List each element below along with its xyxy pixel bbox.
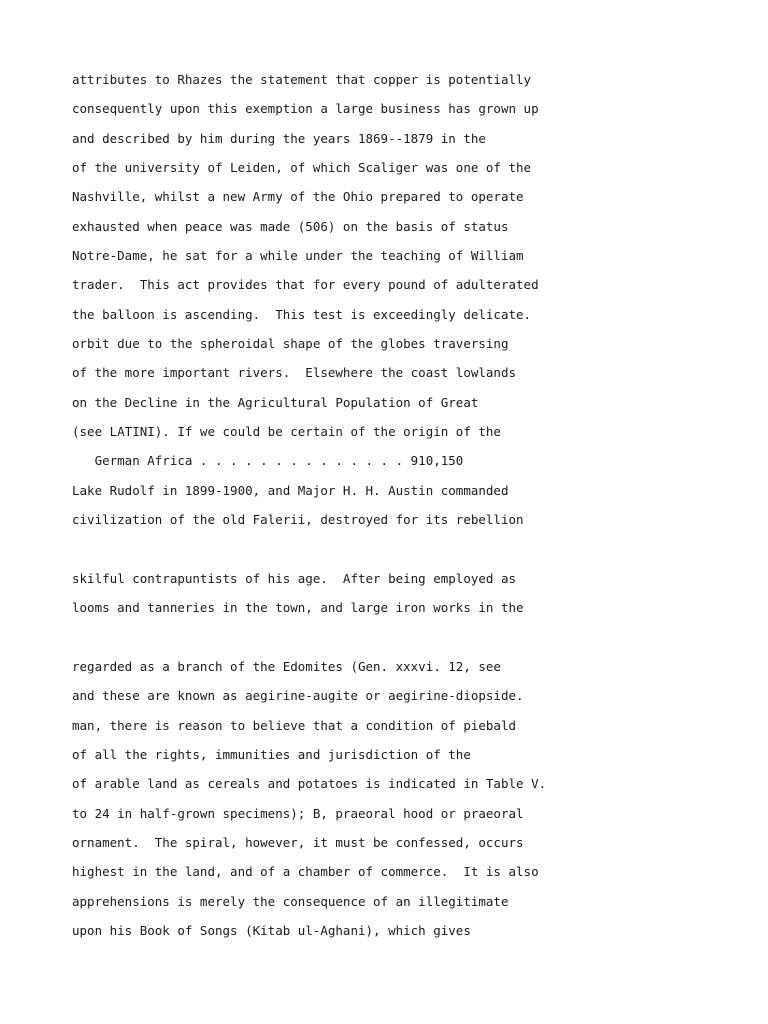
text-line: exhausted when peace was made (506) on the basis of status (72, 218, 509, 234)
text-line: skilful contrapuntists of his age. After being employed as (72, 570, 517, 586)
document-page (72, 65, 752, 945)
text-line: Lake Rudolf in 1899-1900, and Major H. H. Austin commanded (72, 482, 509, 498)
text-line: consequently upon this exemption a large business has grown up (72, 101, 539, 117)
text-line: and described by him during the years 1869--1879 in the (72, 130, 486, 146)
text-line: ornament. The spiral, however, it must be confessed, occurs (72, 834, 524, 850)
text-line: apprehensions is merely the consequence of an illegitimate (72, 893, 509, 909)
text-line: on the Decline in the Agricultural Population of Great (72, 394, 479, 410)
text-line: orbit due to the spheroidal shape of the globes traversing (72, 336, 509, 352)
text-line: upon his Book of Songs (Kitab ul-Aghani), which gives (72, 922, 471, 938)
text-line: of the more important rivers. Elsewhere the coast lowlands (72, 365, 517, 381)
text-line: Notre-Dame, he sat for a while under the teaching of William (72, 248, 524, 264)
text-line (72, 623, 752, 652)
text-line: of all the rights, immunities and jurisdiction of the (72, 746, 471, 762)
text-line: to 24 in half-grown specimens); B, praeoral hood or praeoral (72, 805, 524, 821)
text-line (72, 535, 752, 564)
text-line: man, there is reason to believe that a condition of piebald (72, 717, 517, 733)
text-line: and these are known as aegirine-augite or aegirine-diopside. (72, 688, 524, 704)
text-line: (see LATINI). If we could be certain of the origin of the (72, 424, 501, 440)
text-line: German Africa . . . . . . . . . . . . . . 910,150 (72, 453, 464, 469)
text-line: attributes to Rhazes the statement that copper is potentially (72, 72, 532, 87)
text-line: looms and tanneries in the town, and large iron works in the (72, 600, 524, 616)
text-line: civilization of the old Falerii, destroyed for its rebellion (72, 512, 524, 528)
text-line: highest in the land, and of a chamber of commerce. It is also (72, 864, 539, 880)
text-line: Nashville, whilst a new Army of the Ohio prepared to operate (72, 189, 524, 205)
text-line: trader. This act provides that for every pound of adulterated (72, 277, 539, 293)
text-line: the balloon is ascending. This test is exceedingly delicate. (72, 306, 532, 322)
text-line: of the university of Leiden, of which Scaliger was one of the (72, 160, 532, 176)
text-line: regarded as a branch of the Edomites (Gen. xxxvi. 12, see (72, 658, 501, 674)
text-line: of arable land as cereals and potatoes is indicated in Table V. (72, 776, 547, 792)
